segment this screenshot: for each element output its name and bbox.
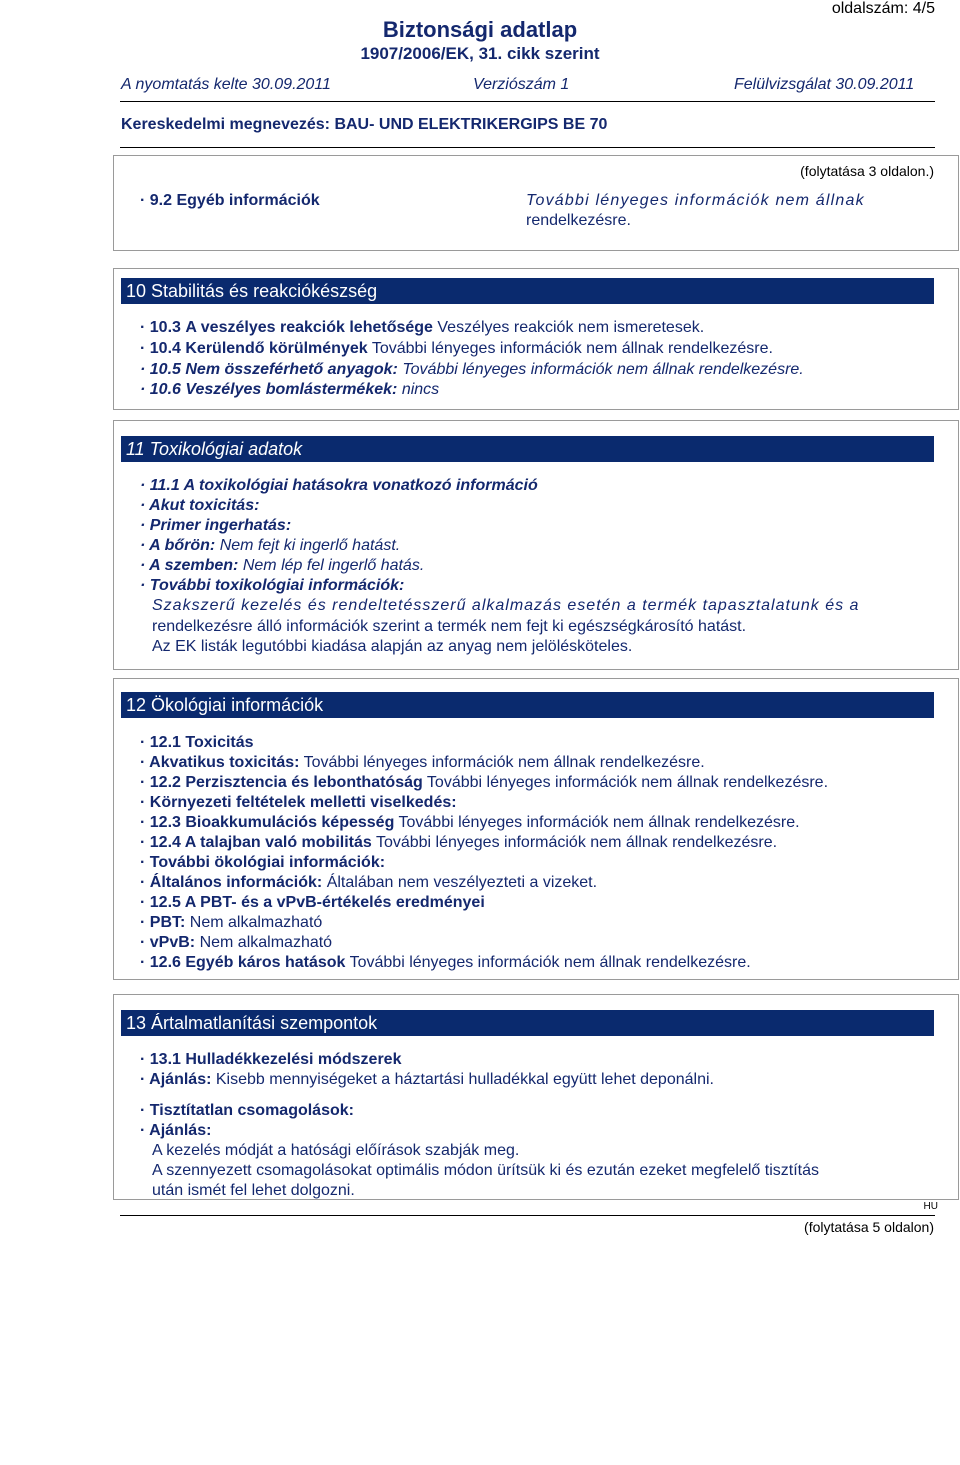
s13-paragraph-line2: A szennyezett csomagolásokat optimális módon ürítsük ki és ezután ezeket megfelelő tisztítás (152, 1162, 819, 1179)
s12-vpvb-value: Nem alkalmazható (199, 934, 333, 951)
s10-3-line (140, 318, 704, 338)
s13-recommendation-value: Kisebb mennyiségeket a háztartási hulladékkal együtt lehet deponálni. (215, 1071, 714, 1088)
s12-vpvb-line (140, 933, 332, 953)
continued-to: (folytatása 5 oldalon) (804, 1219, 934, 1235)
s11-further-info: · További toxikológiai információk: (140, 577, 405, 594)
s10-5-num: · 10.5 (140, 361, 181, 378)
s12-further-eco-info: · További ökológiai információk: (140, 854, 386, 871)
s10-6-label: Veszélyes bomlástermékek: (185, 381, 398, 398)
s12-3-value: További lényeges információk nem állnak rendelkezésre. (398, 814, 800, 831)
s10-4-value: További lényeges információk nem állnak rendelkezésre. (371, 340, 773, 357)
print-date: A nyomtatás kelte 30.09.2011 (121, 76, 331, 93)
s12-4-value: További lényeges információk nem állnak rendelkezésre. (375, 834, 778, 851)
s11-paragraph-line2: rendelkezésre álló információk szerint a termék nem fejt ki egészségkárosító hatást. (152, 618, 747, 635)
section-10-heading: 10 Stabilitás és reakciókészség (121, 278, 934, 304)
s12-6-label: · 12.6 Egyéb káros hatások (140, 954, 346, 971)
s10-3-num: · 10.3 (140, 319, 181, 336)
s11-skin-line (140, 536, 400, 556)
s12-aquatic-label: · Akvatikus toxicitás: (140, 754, 300, 771)
s12-vpvb-label: · vPvB: (140, 934, 196, 951)
section-11-heading: 11 Toxikológiai adatok (121, 436, 934, 462)
s13-recommendation-label: · Ajánlás: (140, 1071, 212, 1088)
s13-uncleaned-packaging: · Tisztítatlan csomagolások: (140, 1102, 354, 1119)
s11-eye-label: · A szemben: (140, 557, 239, 574)
s11-skin-label: · A bőrön: (140, 537, 216, 554)
s13-paragraph-line3: után ismét fel lehet dolgozni. (152, 1182, 355, 1199)
s10-6-num: · 10.6 (140, 381, 181, 398)
s10-5-value: További lényeges információk nem állnak rendelkezésre. (402, 361, 804, 378)
document-title: Biztonsági adatlap (382, 17, 578, 42)
document-subtitle: 1907/2006/EK, 31. cikk szerint (360, 44, 600, 63)
s12-6-value: További lényeges információk nem állnak rendelkezésre. (349, 954, 751, 971)
s11-eye-value: Nem lép fel ingerlő hatás. (242, 557, 425, 574)
s10-6-line (140, 380, 439, 400)
footer-divider (120, 1215, 935, 1216)
s11-skin-value: Nem fejt ki ingerlő hatást. (219, 537, 401, 554)
s9-2-title: Egyéb információk (176, 192, 320, 209)
s11-1-num: · 11.1 (140, 477, 180, 494)
s12-3-line (140, 813, 800, 833)
s9-2-label (140, 192, 320, 210)
s11-paragraph-line1: Szakszerű kezelés és rendeltetésszerű alkalmazás esetén a termék tapasztalatunk és a (152, 597, 860, 614)
s13-1-line: · 13.1 Hulladékkezelési módszerek (140, 1051, 402, 1068)
section-13-heading: 13 Ártalmatlanítási szempontok (121, 1010, 934, 1036)
s12-pbt-line (140, 913, 322, 933)
s10-3-label: A veszélyes reakciók lehetősége (185, 319, 433, 336)
s12-4-line (140, 833, 777, 853)
version: Verziószám 1 (473, 76, 570, 93)
s12-general-label: · Általános információk: (140, 874, 323, 891)
s12-2-line (140, 773, 828, 793)
s10-4-label: Kerülendő körülmények (185, 340, 368, 357)
s12-6-line (140, 953, 751, 973)
s9-2-value-line2: rendelkezésre. (526, 212, 631, 229)
language-code: HU (923, 1201, 938, 1212)
revision-date: Felülvizsgálat 30.09.2011 (734, 76, 915, 93)
s12-2-label: · 12.2 Perzisztencia és lebonthatóság (140, 774, 423, 791)
s12-pbt-label: · PBT: (140, 914, 186, 931)
s11-acute-toxicity: · Akut toxicitás: (140, 497, 260, 514)
trade-name-divider (120, 147, 935, 148)
s9-2-value-line1: További lényeges információk nem állnak (526, 192, 865, 209)
s11-paragraph-line3: Az EK listák legutóbbi kiadása alapján az anyag nem jelölésköteles. (152, 638, 633, 655)
s13-recommendation-line (140, 1070, 714, 1090)
s12-general-line (140, 873, 597, 893)
s13-paragraph-line1: A kezelés módját a hatósági előírások szabják meg. (152, 1142, 520, 1159)
s12-aquatic-value: További lényeges információk nem állnak rendelkezésre. (303, 754, 705, 771)
s12-4-label: · 12.4 A talajban való mobilitás (140, 834, 372, 851)
s12-pbt-value: Nem alkalmazható (189, 914, 323, 931)
s12-2-value: További lényeges információk nem állnak rendelkezésre. (426, 774, 829, 791)
s10-4-line (140, 339, 773, 359)
s12-3-label: · 12.3 Bioakkumulációs képesség (140, 814, 395, 831)
section-12-heading: 12 Ökológiai információk (121, 692, 934, 718)
s13-packaging-recommendation: · Ajánlás: (140, 1122, 212, 1139)
s10-4-num: · 10.4 (140, 340, 181, 357)
s11-eye-line (140, 556, 424, 576)
s12-general-value: Általában nem veszélyezteti a vizeket. (326, 874, 598, 891)
s11-primary-irritation: · Primer ingerhatás: (140, 517, 292, 534)
page-number: oldalszám: 4/5 (831, 0, 935, 17)
continued-from: (folytatása 3 oldalon.) (800, 163, 934, 179)
s11-1-label: A toxikológiai hatásokra vonatkozó információ (183, 477, 538, 494)
s12-5-line: · 12.5 A PBT- és a vPvB-értékelés eredményei (140, 894, 485, 911)
header-divider (120, 101, 935, 102)
s12-environment-behaviour: · Környezeti feltételek melletti viselkedés: (140, 794, 457, 811)
s10-6-value: nincs (401, 381, 440, 398)
s11-1-line (140, 476, 538, 496)
s12-1-line: · 12.1 Toxicitás (140, 734, 254, 751)
s9-2-num: · 9.2 (140, 192, 173, 209)
s10-3-value: Veszélyes reakciók nem ismeretesek. (437, 319, 705, 336)
s12-aquatic-line (140, 753, 705, 773)
trade-name: Kereskedelmi megnevezés: BAU- UND ELEKTRIKERGIPS BE 70 (121, 116, 608, 133)
s10-5-line (140, 360, 804, 380)
s10-5-label: Nem összeférhető anyagok: (185, 361, 398, 378)
